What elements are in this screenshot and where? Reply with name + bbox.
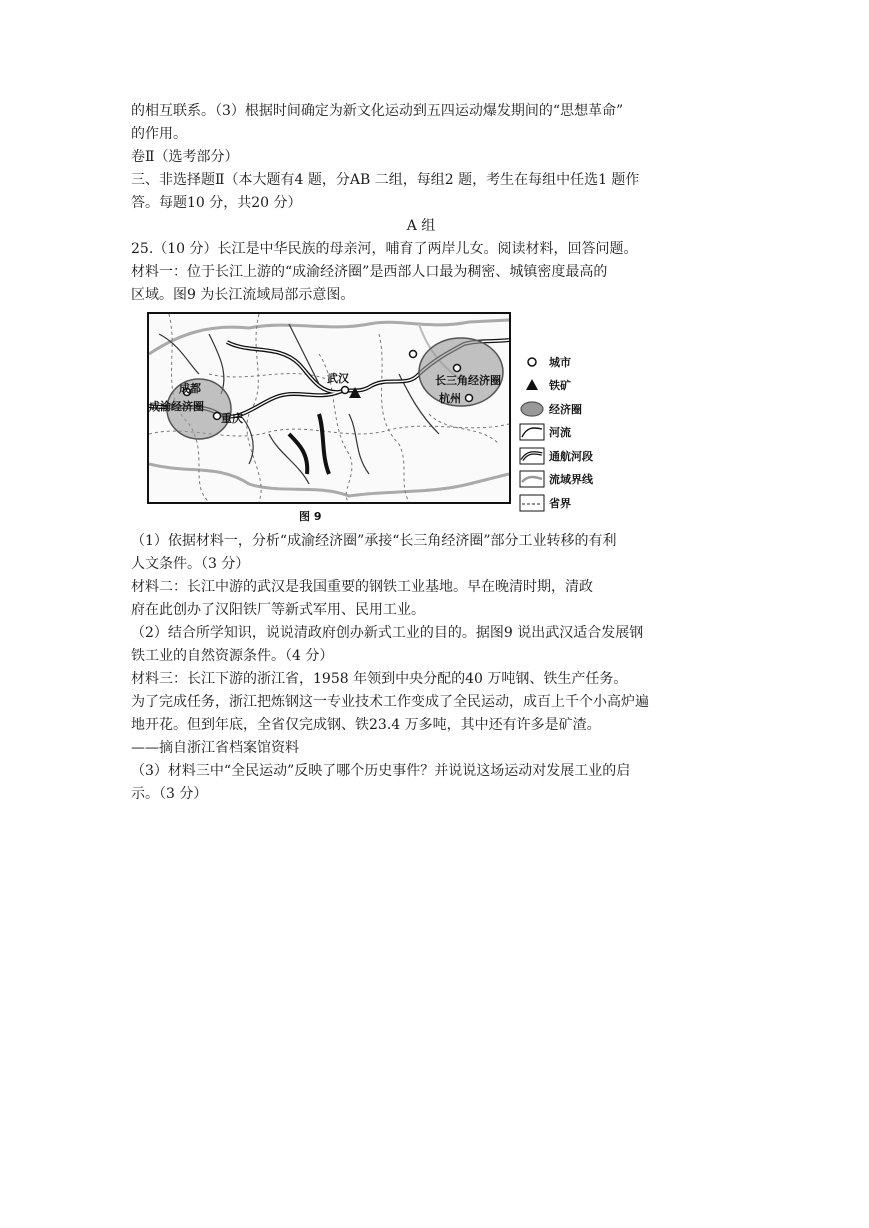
figure-caption: 图 9	[299, 510, 322, 523]
legend-item	[519, 468, 649, 492]
legend-label: 铁矿	[549, 379, 571, 393]
section-heading: 卷Ⅱ（选考部分）	[131, 149, 239, 165]
label-hangzhou: 杭州	[439, 392, 461, 405]
river-icon	[519, 423, 545, 441]
legend-label: 流域界线	[549, 473, 593, 487]
label-wuhan: 武汉	[327, 372, 349, 385]
iron-mine-icon	[519, 376, 545, 394]
sub-question-1: 人文条件。（3 分）	[131, 556, 250, 572]
group-heading: A 组	[406, 218, 436, 234]
material-two: 府在此创办了汉阳铁厂等新式军用、民用工业。	[131, 602, 425, 618]
label-chengyu-circle: 成渝经济圈	[149, 400, 204, 413]
sub-question-3: 示。（3 分）	[131, 786, 208, 802]
legend-item	[519, 374, 649, 398]
legend-label: 省界	[549, 496, 571, 510]
text-line: 的作用。	[131, 126, 187, 142]
yangtze-basin-map	[147, 312, 511, 504]
map-legend	[519, 350, 649, 515]
source-citation: ——摘自浙江省档案馆资料	[131, 740, 299, 756]
sub-question-1: （1）依据材料一，分析“成渝经济圈”承接“长三角经济圈”部分工业转移的有利	[131, 533, 617, 549]
material-one: 区域。图9 为长江流域局部示意图。	[131, 287, 355, 303]
legend-label: 河流	[549, 426, 571, 440]
legend-item	[519, 421, 649, 445]
legend-label: 城市	[549, 355, 571, 369]
legend-label: 通航河段	[549, 449, 593, 463]
exam-page	[131, 100, 711, 806]
province-border-icon	[519, 494, 545, 512]
text-line: 的相互联系。（3）根据时间确定为新文化运动到五四运动爆发期间的“思想革命”	[131, 103, 624, 119]
material-three: 为了完成任务，浙江把炼钢这一专业技术工作变成了全民运动，成百上千个小高炉遍	[131, 694, 649, 710]
label-changsanjiao-circle: 长三角经济圈	[435, 374, 501, 387]
economic-circle-icon	[519, 400, 545, 418]
figure-9	[131, 312, 651, 528]
material-three: 材料三：长江下游的浙江省，1958 年领到中央分配的40 万吨钢、铁生产任务。	[131, 671, 628, 687]
label-chengdu: 成都	[179, 382, 201, 395]
legend-item	[519, 397, 649, 421]
sub-question-2: （2）结合所学知识，说说清政府创办新式工业的目的。据图9 说出武汉适合发展钢	[131, 625, 644, 641]
city-icon	[519, 353, 545, 371]
legend-item	[519, 444, 649, 468]
sub-question-2: 铁工业的自然资源条件。（4 分）	[131, 648, 334, 664]
label-chongqing: 重庆	[221, 412, 243, 425]
material-three: 地开花。但到年底，全省仅完成钢、铁23.4 万多吨，其中还有许多是矿渣。	[131, 717, 601, 733]
instructions: 三、非选择题Ⅱ（本大题有4 题，分AB 二组，每组2 题，考生在每组中任选1 题作	[131, 172, 640, 188]
instructions: 答。每题10 分，共20 分）	[131, 195, 302, 211]
material-one: 材料一：位于长江上游的“成渝经济圈”是西部人口最为稠密、城镇密度最高的	[131, 264, 608, 280]
legend-label: 经济圈	[549, 402, 582, 416]
question-25: 25.（10 分）长江是中华民族的母亲河，哺育了两岸儿女。阅读材料，回答问题。	[131, 241, 638, 257]
sub-question-3: （3）材料三中“全民运动”反映了哪个历史事件？并说说这场运动对发展工业的启	[131, 763, 631, 779]
material-two: 材料二：长江中游的武汉是我国重要的钢铁工业基地。早在晚清时期，清政	[131, 579, 593, 595]
legend-item	[519, 350, 649, 374]
navigable-river-icon	[519, 447, 545, 465]
basin-boundary-icon	[519, 470, 545, 488]
legend-item	[519, 491, 649, 515]
